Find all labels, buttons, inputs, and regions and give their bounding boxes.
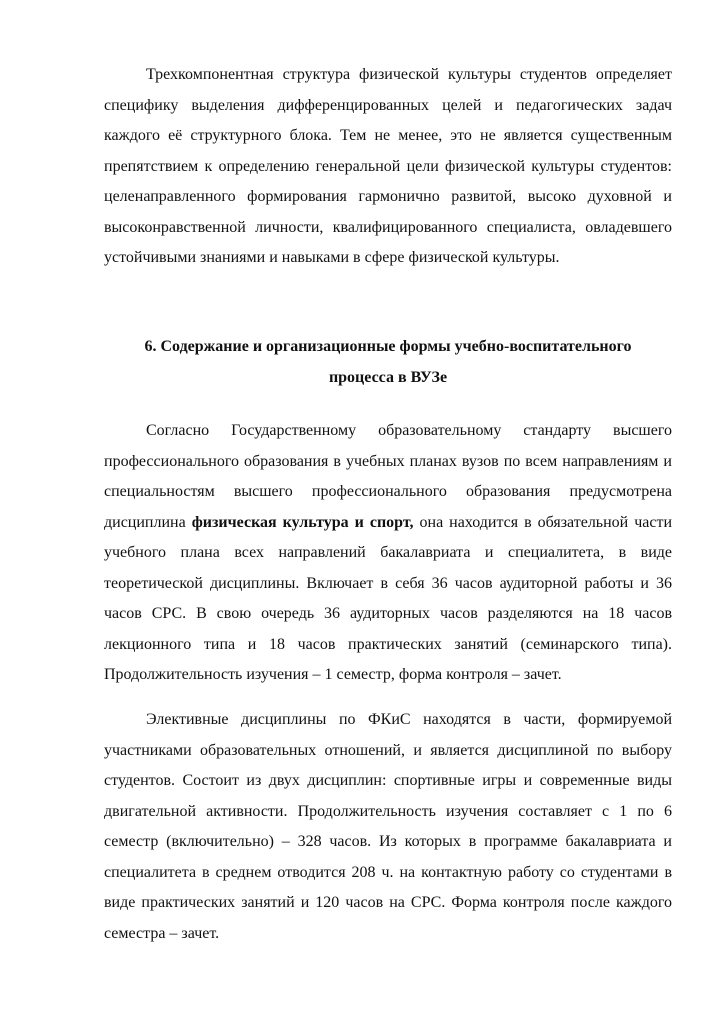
discipline-name-bold: физическая культура и спорт,: [191, 513, 414, 531]
paragraph-electives: Элективные дисциплины по ФКиС находятся в части, формируемой участниками образовательных отношений, и является дисциплиной по выбору студентов. Состоит из двух дисциплин: спортивные игры и современные виды двигательной активности. Продолжительность изучения составляет с 1 по 6 семестр (включительно) – 328 часов. Из которых в программе бакалавриата и специалитета в среднем отводится 208 ч. на контактную работу со студентами в виде практических занятий и 120 часов на СРС. Форма контроля после каждого семестра – зачет.: [104, 711, 672, 942]
section-heading-line1: 6. Содержание и организационные формы учебно-воспитательного: [144, 338, 632, 355]
paragraph-structure: Трехкомпонентная структура физической культуры студентов определяет специфику выделения дифференцированных целей и педагогических задач каждого её структурного блока. Тем не менее, это не является существенным препятствием к определению генеральной цели физической культуры студентов: целенаправленного формирования гармонично развитой, высоко духовной и высоконравственной личности, квалифицированного специалиста, овладевшего устойчивыми знаниями и навыками в сфере физической культуры.: [104, 66, 672, 266]
paragraph-standard-text-start: Согласно Государственному образовательному стандарту высшего профессионального образования в учебных планах вузов по всем направлениям и специальностям высшего профессионального образования предусмотрена дисциплина: [104, 422, 672, 531]
paragraph-standard-text-end: она находится в обязательной части учебного плана всех направлений бакалавриата и специалитета, в виде теоретической дисциплины. Включает в себя 36 часов аудиторной работы и 36 часов СРС. В свою очередь 36 аудиторных часов разделяются на 18 часов лекционного типа и 18 часов практических занятий (семинарского типа). Продолжительность изучения – 1 семестр, форма контроля – зачет.: [104, 513, 673, 683]
section-heading: [104, 332, 672, 393]
paragraph-standard: [104, 416, 672, 691]
section-heading-line2: процесса в ВУЗе: [328, 368, 448, 386]
